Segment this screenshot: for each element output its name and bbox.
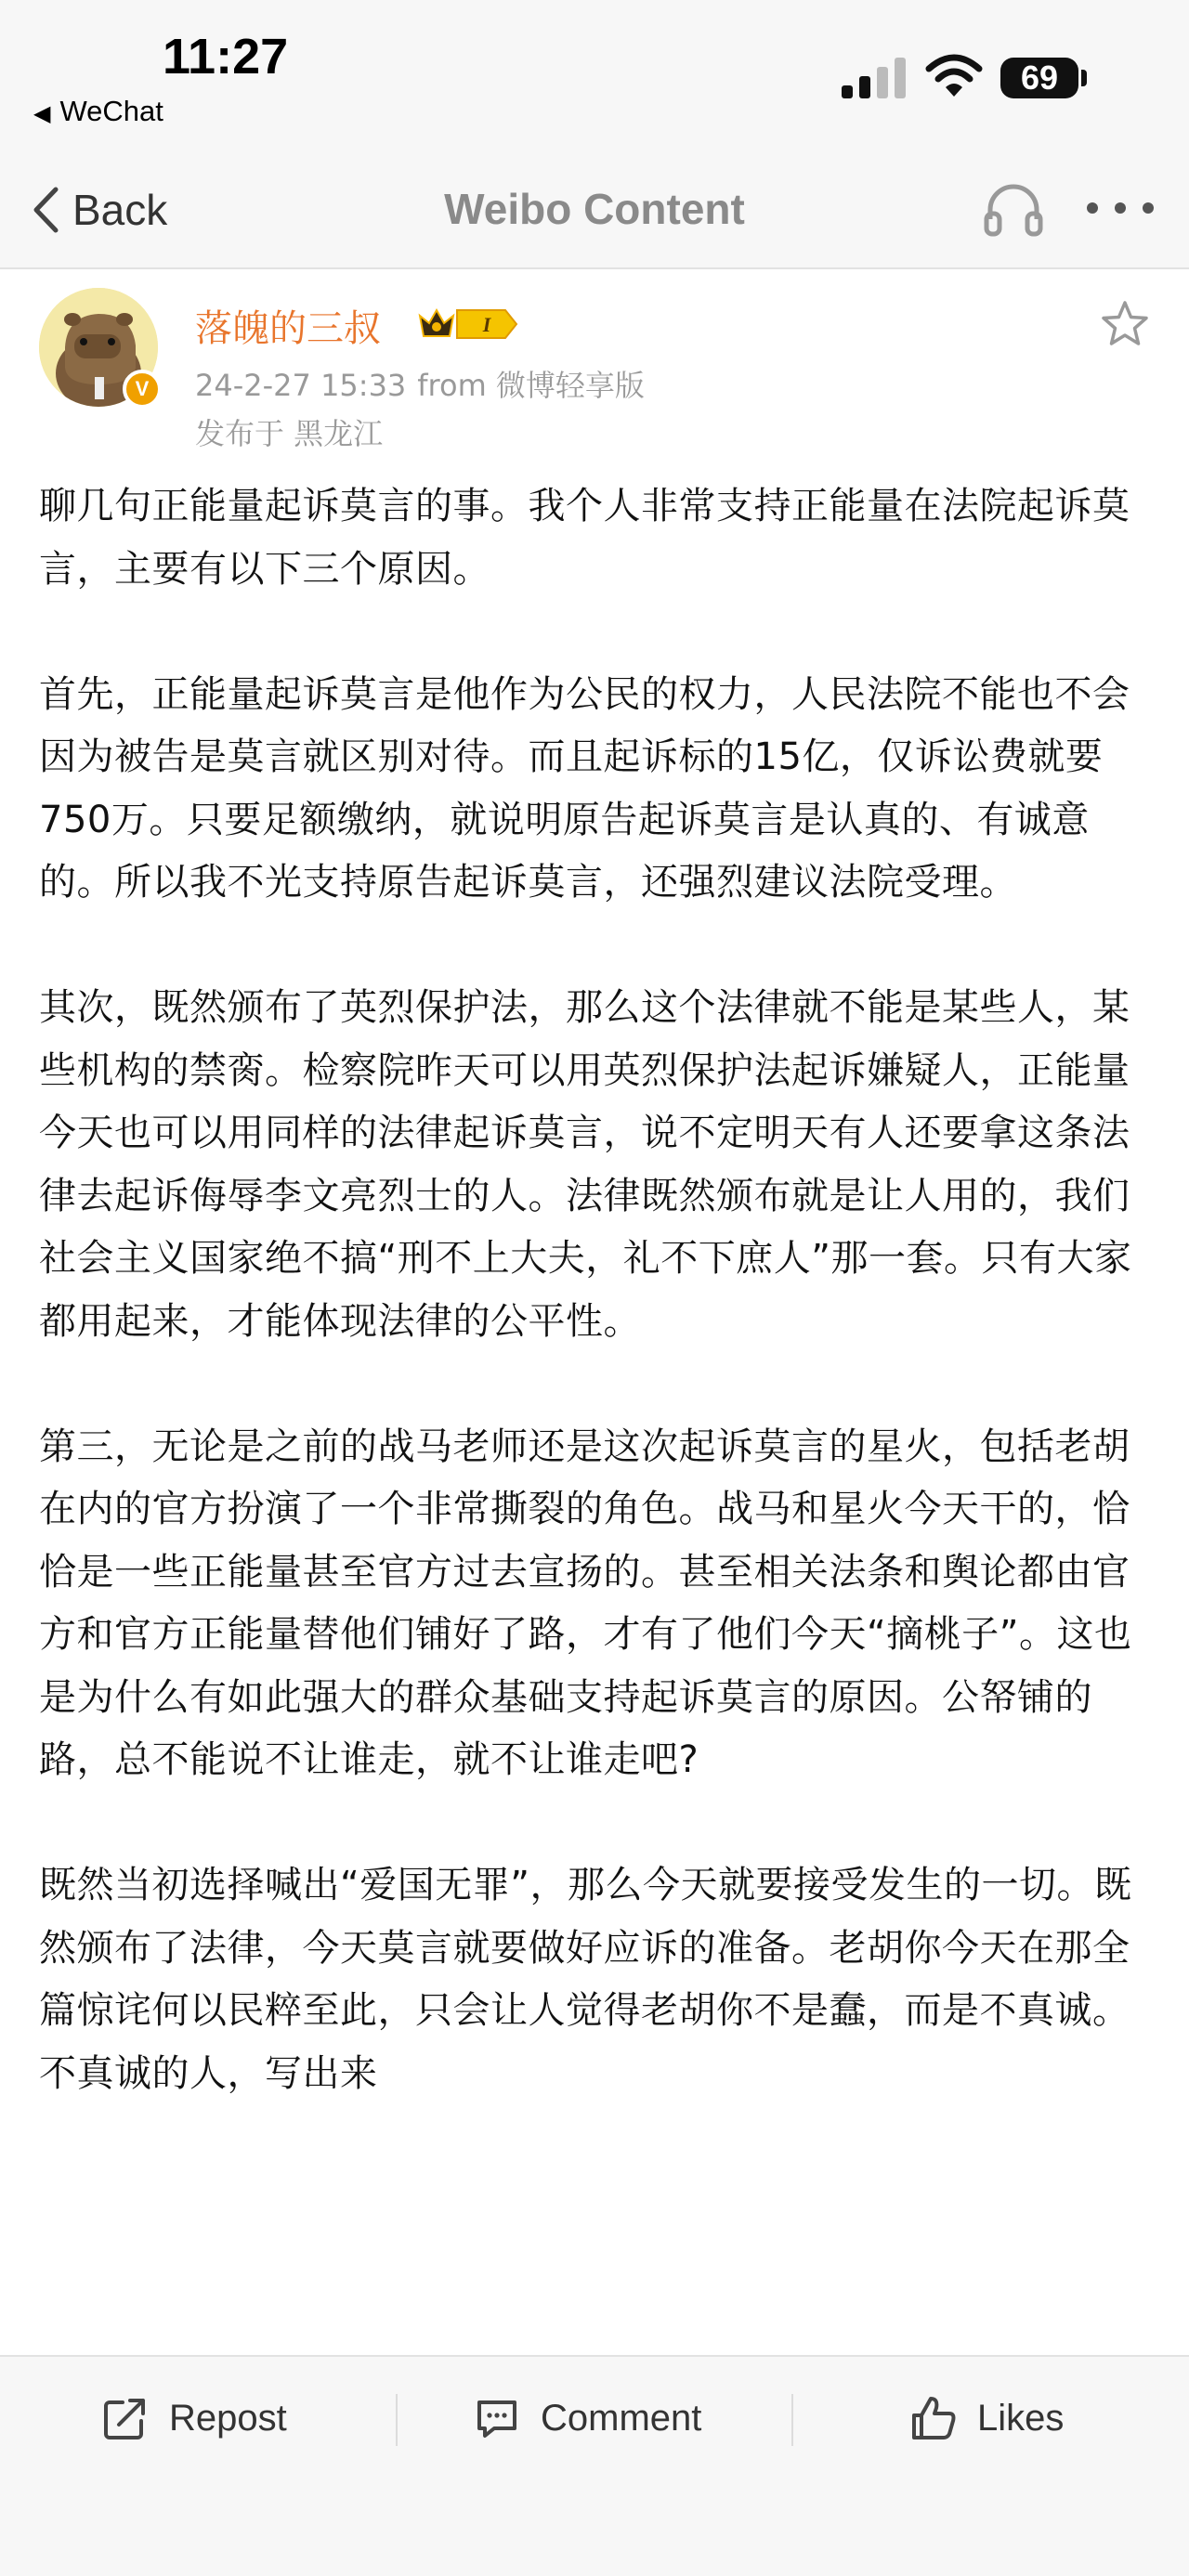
back-button[interactable] — [32, 182, 167, 238]
vip-level-text: I — [482, 313, 491, 336]
comment-button[interactable] — [474, 2390, 701, 2446]
battery-indicator: 69 — [1000, 58, 1078, 98]
navigation-bar — [0, 139, 1189, 269]
like-button[interactable] — [910, 2390, 1064, 2446]
back-button-label: Back — [72, 186, 168, 234]
comment-label: Comment — [541, 2397, 702, 2439]
likes-label: Likes — [977, 2397, 1065, 2439]
post-paragraph: 其次，既然颁布了英烈保护法，那么这个法律就不能是某些人，某些机构的禁脔。检察院昨天可以用英烈保护法起诉嫌疑人，正能量今天也可以用同样的法律起诉莫言，说不定明天有人还要拿这条法律去起诉侮辱李文亮烈士的人。法律既然颁布就是让人用的，我们社会主义国家绝不搞“刑不上大夫，礼不下庶人”那一套。只有大家都用起来，才能体现法律的公平性。 — [39, 986, 1132, 1343]
repost-icon — [102, 2395, 149, 2441]
back-app-label: WeChat — [59, 95, 163, 127]
vip-crown-badge-icon[interactable] — [416, 303, 520, 345]
author-avatar-container[interactable] — [39, 288, 158, 407]
repost-label: Repost — [169, 2397, 287, 2439]
chevron-left-icon — [32, 186, 59, 234]
headphone-icon[interactable] — [983, 178, 1044, 240]
status-bar — [0, 0, 1189, 139]
repost-button[interactable] — [102, 2390, 287, 2446]
post-paragraph: 第三，无论是之前的战马老师还是这次起诉莫言的星火，包括老胡在内的官方扮演了一个非常撕裂的角色。战马和星火今天干的，恰恰是一些正能量甚至官方过去宣扬的。甚至相关法条和舆论都由官方和官方正能量替他们铺好了路，才有了他们今天“摘桃子”。这也是为什么有如此强大的群众基础支持起诉莫言的原因。公帑铺的路，总不能说不让谁走，就不让谁走吧? — [39, 1425, 1132, 1781]
cellular-signal-icon — [842, 58, 907, 98]
wifi-icon — [925, 54, 983, 98]
comment-icon — [474, 2395, 520, 2441]
author-name[interactable]: 落魄的三叔 — [195, 307, 381, 350]
post-paragraph: 首先，正能量起诉莫言是他作为公民的权力，人民法院不能也不会因为被告是莫言就区别对待。而且起诉标的15亿，仅诉讼费就要750万。只要足额缴纳，就说明原告起诉莫言是认真的、有诚意的。所以我不光支持原告起诉莫言，还强烈建议法院受理。 — [39, 672, 1130, 904]
post-paragraph: 聊几句正能量起诉莫言的事。我个人非常支持正能量在法院起诉莫言，主要有以下三个原因。 — [39, 485, 1130, 591]
post-paragraph: 既然当初选择喊出“爱国无罪”，那么今天就要接受发生的一切。既然颁布了法律，今天莫言就要做好应诉的准备。老胡你今天在那全篇惊诧何以民粹至此，只会让人觉得老胡你不是蠢，而是不真诚。不真诚的人，写出来 — [39, 1864, 1132, 2095]
action-divider — [396, 2394, 398, 2446]
more-options-icon[interactable] — [1085, 201, 1156, 215]
status-time: 11:27 — [163, 29, 289, 85]
back-to-app-link[interactable] — [33, 95, 163, 128]
action-divider — [791, 2394, 793, 2446]
post-location: 发布于 黑龙江 — [195, 416, 384, 451]
back-triangle-icon: ◀ — [33, 101, 51, 126]
bottom-action-bar — [0, 2355, 1189, 2576]
favorite-star-icon[interactable] — [1100, 299, 1150, 349]
battery-cap — [1081, 70, 1087, 86]
page-title: Weibo Content — [444, 185, 745, 233]
post-timestamp: 24-2-27 15:33 — [195, 368, 407, 403]
verified-v-icon: V — [123, 370, 162, 409]
thumbs-up-icon — [910, 2395, 957, 2441]
post-meta — [195, 362, 645, 405]
post-source: from 微博轻享版 — [417, 368, 645, 403]
post-body — [39, 475, 1154, 2355]
